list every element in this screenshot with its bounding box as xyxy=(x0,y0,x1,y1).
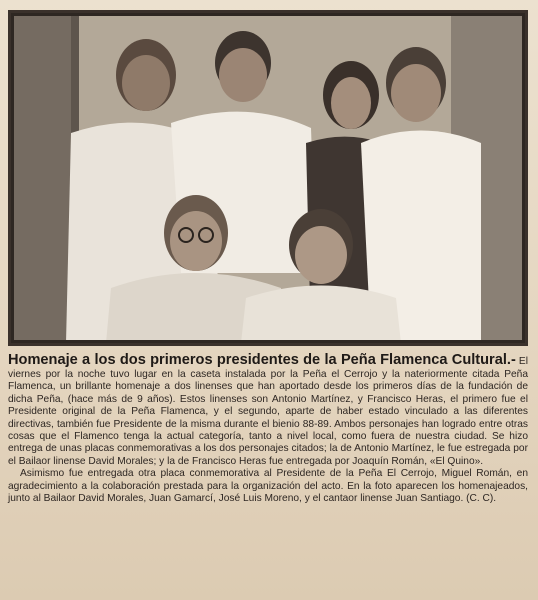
paragraph-1-text: El viernes por la noche tuvo lugar en la caseta instalada por la Peña el Cerrojo y la nateriormente citada Peña Flamenca, un brillante homenaje a dos linenses que han aportado desde los primeros días de la fundación de dicha Peña, (hace más de 9 años). Estos linenses son Antonio Martínez, y Francisco Heras, el primero fue el Presidente original de la Peña Flamenca, y el segundo, aparte de haber estado vinculado a las diferentes directivas, también fue Presidente de la misma durante el bienio 88-89. Ambos personajes han logrado entre otras cosas que el Flamenco tenga la actual categoría, tanto a nivel local, como fuera de nuestra ciudad. Se hizo entrega de unas placas conmemorativas a los dos personajes citados; la de Antonio Martínez, le fue estregada por el Bailaor linense David Morales; y la de Francisco Heras fue entregada por Joaquín Román, «El Quino». xyxy=(8,356,528,467)
photo-frame xyxy=(8,10,528,346)
paragraph-2: Asimismo fue entregada otra placa conmemorativa al Presidente de la Peña El Cerrojo, Miguel Román, en agradecimiento a la colaboración prestada para la organización del acto. En la foto aparecen los homenajeados, junto al Bailaor David Morales, Juan Gamarcí, José Luis Moreno, y el cantaor linense Juan Santiago. (C. C). xyxy=(8,468,528,505)
article xyxy=(8,352,528,505)
headline: Homenaje a los dos primeros presidentes de la Peña Flamenca Cultural.- xyxy=(8,352,516,368)
group-photo-illustration xyxy=(11,13,525,343)
paragraph-1 xyxy=(8,352,528,468)
group-photo xyxy=(11,13,525,343)
